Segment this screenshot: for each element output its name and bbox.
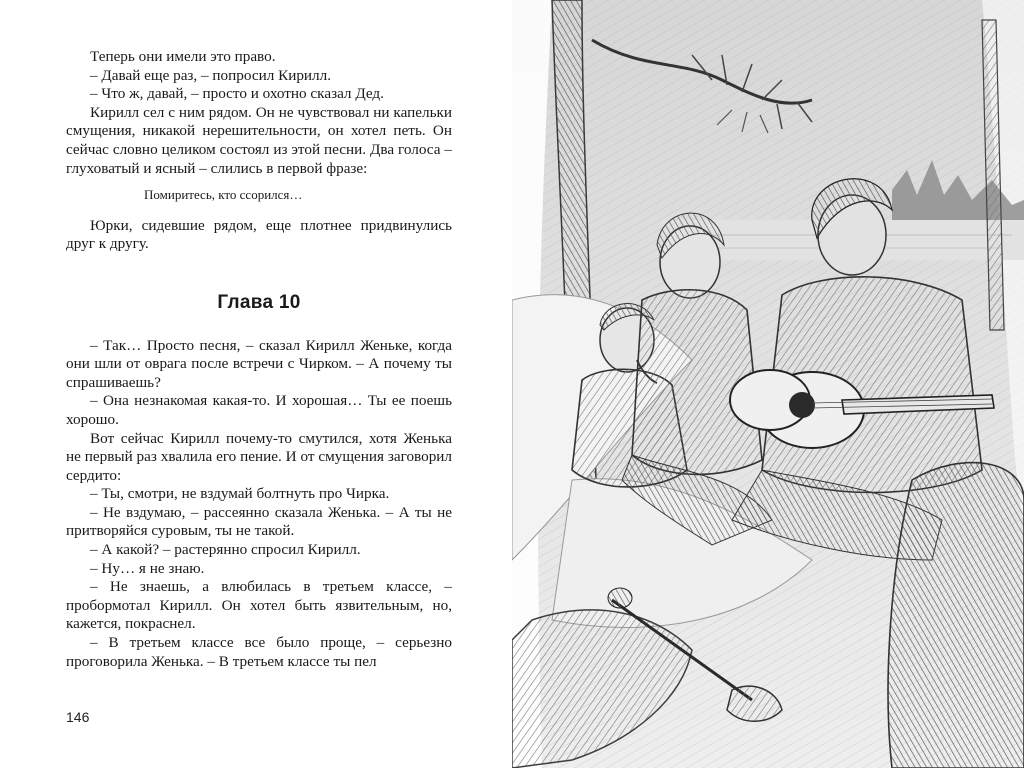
pencil-sketch-campfire bbox=[512, 0, 1024, 768]
paragraph: – Ну… я не знаю. bbox=[90, 559, 205, 577]
paragraph: – Не вздумаю, – рассеянно сказала Женька. – А ты не притворяйся суровым, ты не такой. bbox=[66, 503, 452, 540]
paragraph: – А какой? – растерянно спросил Кирилл. bbox=[90, 541, 361, 559]
paragraph: – Ты, смотри, не вздумай болтнуть про Чирка. bbox=[90, 485, 390, 503]
paragraph: Кирилл сел с ним рядом. Он не чувствовал ни капельки смущения, никакой нерешительности, он хотел петь. Он сейчас словно целиком состоял из этой песни. Два голоса – глуховатый и ясный – слились в первой фразе: bbox=[66, 103, 452, 177]
paragraph: – В третьем классе все было проще, – серьезно проговорила Женька. – В третьем классе ты пел bbox=[66, 634, 452, 670]
paragraph: – Не знаешь, а влюбилась в третьем классе, – пробормотал Кирилл. Он хотел быть язвительным, но, кажется, покраснел. bbox=[66, 578, 452, 633]
body-text bbox=[66, 48, 452, 671]
paragraph: Юрки, сидевшие рядом, еще плотнее придвинулись друг к другу. bbox=[66, 216, 452, 253]
foreground-figure bbox=[888, 463, 1024, 768]
paragraph: – Она незнакомая какая-то. И хорошая… Ты ее поешь хорошо. bbox=[66, 392, 452, 428]
paragraph: – Так… Просто песня, – сказал Кирилл Женьке, когда они шли от оврага после встречи с Чирком. – А почему ты спрашиваешь? bbox=[66, 336, 452, 391]
chapter-title: Глава 10 bbox=[217, 291, 301, 313]
paragraph: – Что ж, давай, – просто и охотно сказал Дед. bbox=[90, 85, 384, 103]
paragraph: – Давай еще раз, – попросил Кирилл. bbox=[90, 66, 332, 84]
paragraph: Теперь они имели это право. bbox=[90, 48, 276, 65]
song-epigraph: Помиритесь, кто ссорился… bbox=[144, 187, 303, 203]
illustration bbox=[512, 0, 1024, 768]
paragraph: Вот сейчас Кирилл почему-то смутился, хотя Женька не первый раз хвалила его пение. И от смущения заговорил сердито: bbox=[66, 429, 452, 484]
page-number: 146 bbox=[66, 709, 90, 725]
